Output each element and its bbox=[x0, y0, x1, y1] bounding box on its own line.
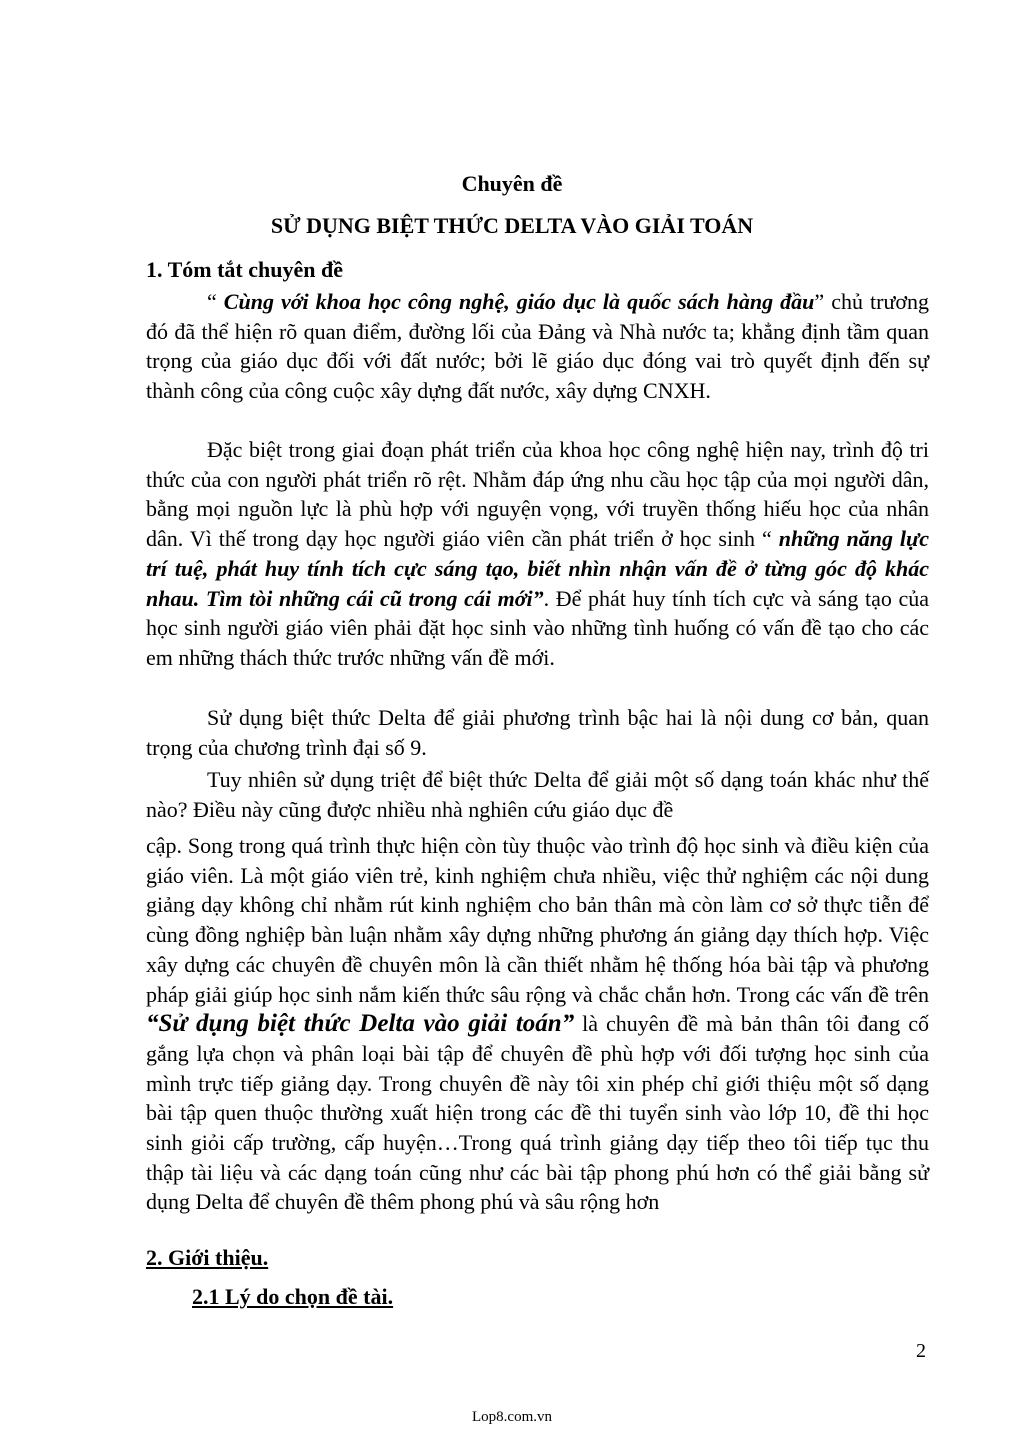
topic-label: Chuyên đề bbox=[461, 171, 563, 196]
paragraph-2-end: . Để phát huy tính tích cực và sáng tạo của học sinh người giáo viên phải đặt học sinh vào những tình huống có vấn đề tạo cho các em những thách thức trước những vấn đề mới. bbox=[146, 585, 929, 670]
motto-quote: Cùng với khoa học công nghệ, giáo dục là quốc sách hàng đầu bbox=[223, 289, 815, 314]
page-number: 2 bbox=[916, 1340, 926, 1362]
document-title: SỬ DỤNG BIỆT THỨC DELTA VÀO GIẢI TOÁN bbox=[270, 213, 754, 238]
paragraph-5-start: cập. Song trong quá trình thực hiện còn tùy thuộc vào trình độ học sinh và điều kiện của giáo viên. Là một giáo viên trẻ, kinh nghiệm chưa nhiều, việc thử nghiệm các nội dung giảng dạy không chỉ nhằm rút kinh nghiệm cho bản thân mà còn làm cơ sở thực tiễn để cùng đồng nghiệp bàn luận nhằm xây dựng những phương án giảng dạy thích hợp. Việc xây dựng các chuyên đề chuyên môn là cần thiết nhằm hệ thống hóa bài tập và phương pháp giải giúp học sinh nắm kiến thức sâu rộng và chắc chắn hơn. Trong các vấn đề trên bbox=[146, 833, 929, 1007]
section-1-heading: 1. Tóm tắt chuyên đề bbox=[146, 257, 343, 282]
quote-open: “ bbox=[207, 289, 224, 314]
footer-watermark: Lop8.com.vn bbox=[472, 1409, 552, 1425]
paragraph-2-quote: những năng lực trí tuệ, phát huy tính tích cực sáng tạo, biết nhìn nhận vấn đề ở từng góc độ khác nhau. Tìm tòi những cái cũ trong cái mới” bbox=[146, 526, 929, 611]
paragraph-5 bbox=[146, 831, 929, 1217]
paragraph-1 bbox=[146, 287, 929, 406]
paragraph-3-text: Sử dụng biệt thức Delta để giải phương trình bậc hai là nội dung cơ bản, quan trọng của chương trình đại số 9. bbox=[146, 705, 929, 760]
paragraph-2-start: Đặc biệt trong giai đoạn phát triển của khoa học công nghệ hiện nay, trình độ tri thức của con người phát triển rõ rệt. Nhằm đáp ứng nhu cầu học tập của mọi người dân, bằng mọi nguồn lực là phù hợp với nguyện vọng, với truyền thống hiếu học của nhân dân. Vì thế trong dạy học người giáo viên cần phát triển ở học sinh “ bbox=[146, 437, 929, 552]
paragraph-4 bbox=[146, 765, 929, 824]
paragraph-5-end: là chuyên đề mà bản thân tôi đang cố gắng lựa chọn và phân loại bài tập để chuyên đề phù hợp với đối tượng học sinh của mình trực tiếp giảng dạy. Trong chuyên đề này tôi xin phép chỉ giới thiệu một số dạng bài tập quen thuộc thường xuất hiện trong các đề thi tuyển sinh vào lớp 10, đề thi học sinh giỏi cấp trường, cấp huyện…Trong quá trình giảng dạy tiếp theo tôi tiếp tục thu thập tài liệu và các dạng toán cũng như các bài tập phong phú hơn có thể giải bằng sử dụng Delta để chuyên đề thêm phong phú và sâu rộng hơn bbox=[146, 1011, 929, 1215]
topic-quote: “Sử dụng biệt thức Delta vào giải toán” bbox=[146, 1010, 575, 1038]
section-2-1-heading: 2.1 Lý do chọn đề tài. bbox=[192, 1284, 394, 1309]
section-2-heading: 2. Giới thiệu. bbox=[146, 1245, 269, 1270]
paragraph-4-text: Tuy nhiên sử dụng triệt để biệt thức Delta để giải một số dạng toán khác như thế nào? Điều này cũng được nhiều nhà nghiên cứu giáo dục đề bbox=[146, 767, 929, 822]
paragraph-2 bbox=[146, 435, 929, 673]
paragraph-3 bbox=[146, 703, 929, 762]
paragraph-1-text: ” chủ trương đó đã thể hiện rõ quan điểm, đường lối của Đảng và Nhà nước ta; khẳng định tầm quan trọng của giáo dục đối với đất nước; bởi lẽ giáo dục đóng vai trò quyết định đến sự thành công của công cuộc xây dựng đất nước, xây dựng CNXH. bbox=[146, 289, 930, 404]
